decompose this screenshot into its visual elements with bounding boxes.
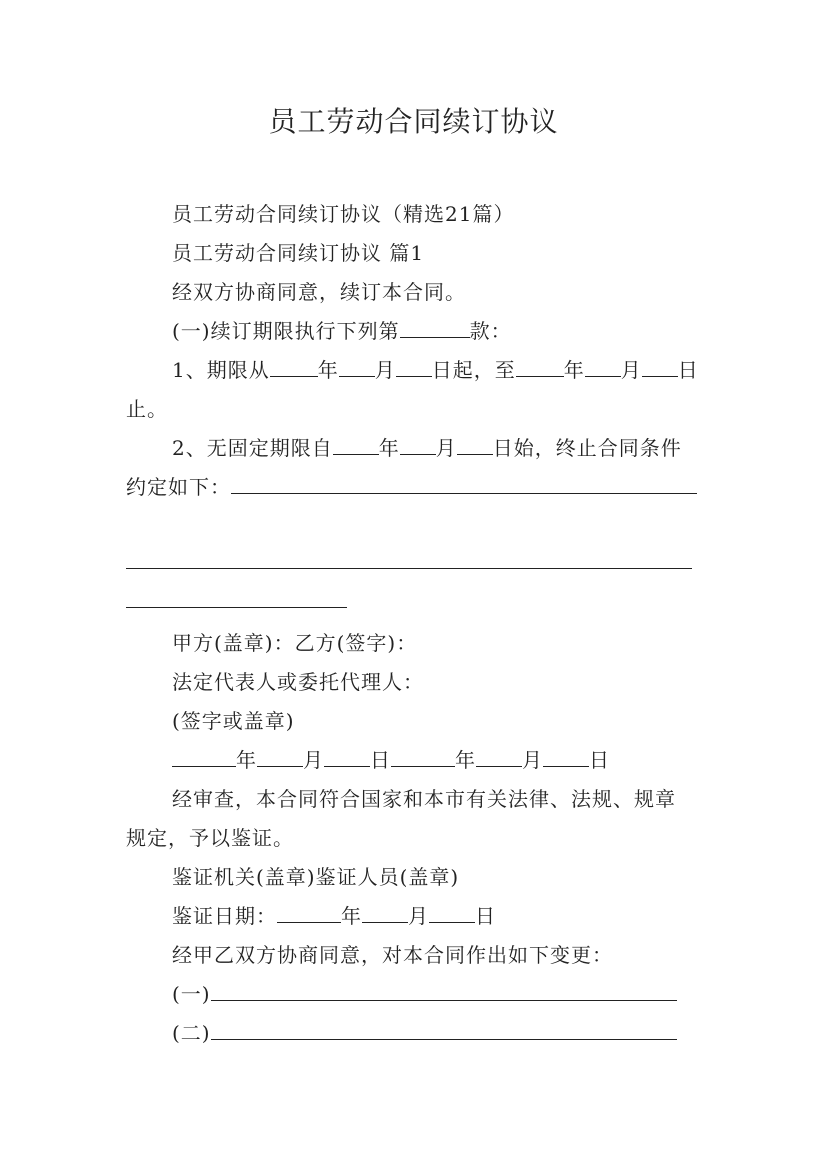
signature-date-line <box>172 744 610 773</box>
month-label: 月 <box>408 904 429 928</box>
blank <box>277 902 341 923</box>
authentication-authority: 鉴证机关(盖章)鉴证人员(盖章) <box>172 865 460 889</box>
authentication-date-label: 鉴证日期： <box>172 904 277 928</box>
year-label: 年 <box>317 358 339 382</box>
day-label: 日 <box>475 904 496 928</box>
open-term-label: 2、无固定期限自 <box>172 436 333 460</box>
clause-suffix: 款： <box>469 319 512 343</box>
open-term-line <box>172 432 682 461</box>
blank <box>257 746 303 767</box>
blank <box>585 356 621 377</box>
blank <box>339 356 375 377</box>
year-label: 年 <box>455 748 476 772</box>
blank-rule <box>126 607 347 608</box>
month-label: 月 <box>522 748 543 772</box>
blank <box>391 746 455 767</box>
subtitle-line: 员工劳动合同续订协议（精选21篇） <box>172 202 515 226</box>
month-label: 月 <box>435 436 457 460</box>
blank <box>457 434 493 455</box>
blank <box>516 356 564 377</box>
review-statement-tail: 规定，予以鉴证。 <box>126 826 294 850</box>
day-label: 日 <box>370 748 391 772</box>
blank <box>211 980 677 1001</box>
month-label: 月 <box>374 358 396 382</box>
blank <box>172 746 236 767</box>
amendment-number: (一) <box>172 982 211 1006</box>
blank <box>270 356 318 377</box>
renewal-term-label: (一)续订期限执行下列第 <box>172 319 400 343</box>
sign-or-seal-label: (签字或盖章) <box>172 709 295 733</box>
document-title: 员工劳动合同续订协议 <box>268 105 559 138</box>
party-signatures: 甲方(盖章)：乙方(签字)： <box>172 631 418 655</box>
month-label: 月 <box>303 748 324 772</box>
amendment-statement: 经甲乙双方协商同意，对本合同作出如下变更： <box>172 943 613 967</box>
agreed-conditions-line <box>126 471 697 500</box>
day-label: 日 <box>677 358 699 382</box>
blank <box>211 1019 677 1040</box>
representative-label: 法定代表人或委托代理人： <box>172 670 424 694</box>
from-to-label: 日起，至 <box>431 358 516 382</box>
termination-label: 日始，终止合同条件 <box>492 436 682 460</box>
amendment-number: (二) <box>172 1021 211 1045</box>
review-statement: 经审查，本合同符合国家和本市有关法律、法规、规章 <box>172 787 676 811</box>
blank <box>333 434 379 455</box>
year-label: 年 <box>341 904 362 928</box>
blank-rule <box>126 568 692 569</box>
blank <box>429 902 475 923</box>
blank <box>362 902 408 923</box>
year-label: 年 <box>563 358 585 382</box>
blank <box>476 746 522 767</box>
blank <box>400 434 436 455</box>
amendment-item-1 <box>172 978 677 1007</box>
authentication-date-line <box>172 900 496 929</box>
fixed-term-tail: 止。 <box>126 397 168 421</box>
day-label: 日 <box>589 748 610 772</box>
blank <box>396 356 432 377</box>
clause-blank <box>400 317 470 338</box>
year-label: 年 <box>236 748 257 772</box>
blank <box>231 473 697 494</box>
month-label: 月 <box>620 358 642 382</box>
paragraph-agreement: 经双方协商同意，续订本合同。 <box>172 280 466 304</box>
fixed-term-label: 1、期限从 <box>172 358 270 382</box>
fixed-term-line <box>172 354 699 383</box>
amendment-item-2 <box>172 1017 677 1046</box>
blank <box>324 746 370 767</box>
blank <box>543 746 589 767</box>
section-heading: 员工劳动合同续订协议 篇1 <box>172 241 425 265</box>
blank <box>642 356 678 377</box>
renewal-term-line <box>172 315 512 344</box>
agreed-label: 约定如下： <box>126 475 231 499</box>
year-label: 年 <box>378 436 400 460</box>
